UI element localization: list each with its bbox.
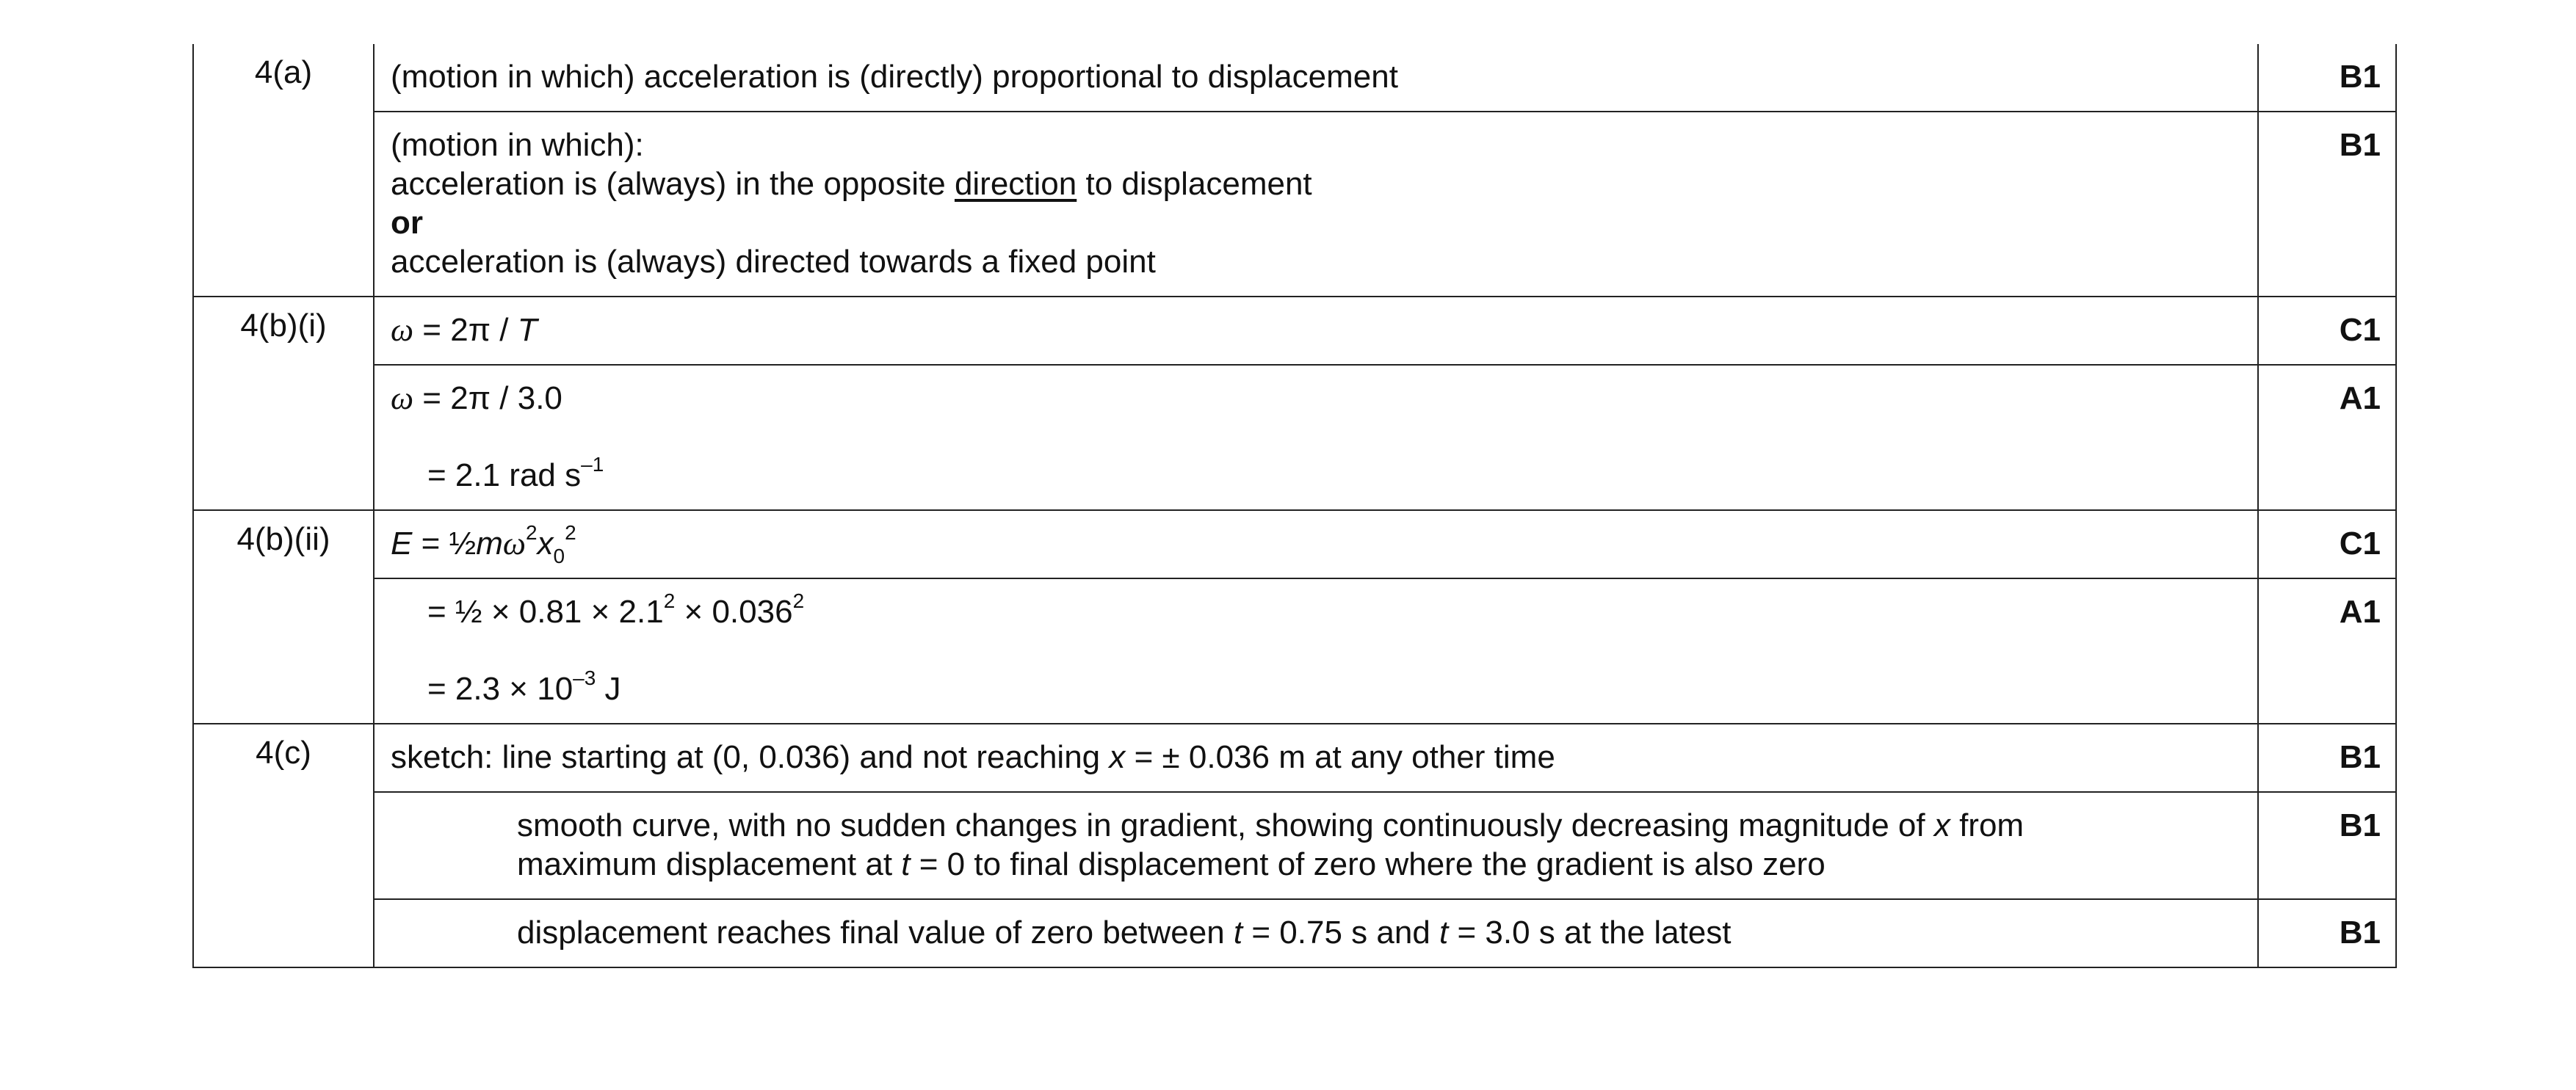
spacer [391,418,2241,456]
superscript: –3 [573,666,596,690]
question-number: 4(c) [193,724,374,967]
equation-text: = 2.1 rad s [427,457,582,493]
answer-text [391,845,2241,884]
displacement-symbol: x [1933,807,1950,843]
question-number: 4(a) [193,44,374,297]
omega-symbol: ω [391,312,414,348]
mark-cell: A1 [2258,578,2396,724]
answer-cell [374,297,2258,365]
mark-cell: A1 [2258,365,2396,510]
time-symbol: t [901,846,911,882]
table-row [193,899,2396,967]
mass-symbol: m [476,526,503,562]
answer-text [391,806,2241,845]
or-separator: or [391,205,423,241]
answer-text: acceleration is (always) in the opposite [391,166,955,202]
equation [391,453,2241,495]
answer-text: (motion in which) acceleration is (directly) proportional to displacement [391,59,1398,95]
superscript: 2 [565,521,576,545]
table-row [193,578,2396,724]
equation-text: = 2π / 3.0 [413,380,562,416]
superscript: 2 [663,589,676,613]
answer-text: smooth curve, with no sudden changes in gradient, showing continuously decreasing magnitude of [517,807,1934,843]
answer-cell [374,510,2258,578]
answer-text: from [1950,807,2025,843]
answer-cell [374,44,2258,112]
table-row [193,510,2396,578]
answer-text: = 3.0 s at the latest [1448,915,1732,951]
equation [391,666,2241,708]
answer-text [391,164,2241,203]
displacement-symbol: x [1109,739,1126,775]
mark-cell: B1 [2258,44,2396,112]
mark-cell: B1 [2258,899,2396,967]
equation-text: = 2π / [413,312,518,348]
answer-text: displacement reaches final value of zero between [517,915,1234,951]
answer-cell [374,792,2258,899]
time-symbol: t [1439,915,1449,951]
mark-cell: B1 [2258,112,2396,297]
answer-cell [374,578,2258,724]
superscript: –1 [581,453,604,476]
answer-text: = 0.75 s and [1242,915,1440,951]
answer-cell [374,365,2258,510]
underlined-keyword: direction [954,166,1077,202]
answer-text: = 0 to final displacement of zero where the gradient is also zero [910,846,1826,882]
equation [391,589,2241,631]
table-row [193,792,2396,899]
answer-text: = ± 0.036 m at any other time [1125,739,1555,775]
table-row [193,365,2396,510]
spacer [391,631,2241,669]
equation-text: = 2.3 × 10 [427,671,574,707]
answer-text: sketch: line starting at (0, 0.036) and not reaching [391,739,1110,775]
answer-cell [374,899,2258,967]
time-symbol: t [1233,915,1243,951]
question-number: 4(b)(ii) [193,510,374,724]
table-row [193,297,2396,365]
amplitude-symbol: x [537,526,554,562]
answer-text: (motion in which): [391,127,644,163]
answer-text [391,738,2241,777]
table-row [193,112,2396,297]
equation [391,310,2241,349]
equation-text: = ½ × 0.81 × 2.1 [427,594,664,630]
answer-text: to displacement [1077,166,1312,202]
subscript: 0 [553,544,565,567]
unit-text: J [596,671,621,707]
energy-symbol: E [391,526,413,562]
equation [391,521,2241,567]
omega-symbol: ω [391,380,414,416]
mark-scheme-table [192,44,2397,968]
question-number: 4(b)(i) [193,297,374,510]
mark-cell: B1 [2258,724,2396,792]
mark-cell: C1 [2258,510,2396,578]
superscript: 2 [792,589,805,613]
equation-text: × 0.036 [675,594,793,630]
answer-text: acceleration is (always) directed towards a fixed point [391,244,1156,280]
mark-cell: B1 [2258,792,2396,899]
omega-symbol: ω [502,526,526,562]
answer-text [391,913,2241,952]
superscript: 2 [525,521,538,545]
table-row [193,724,2396,792]
equation [391,379,2241,418]
period-symbol: T [517,312,538,348]
equation-text: = ½ [412,526,477,562]
answer-cell [374,112,2258,297]
answer-cell [374,724,2258,792]
mark-cell: C1 [2258,297,2396,365]
table-row [193,44,2396,112]
answer-text: maximum displacement at [517,846,902,882]
